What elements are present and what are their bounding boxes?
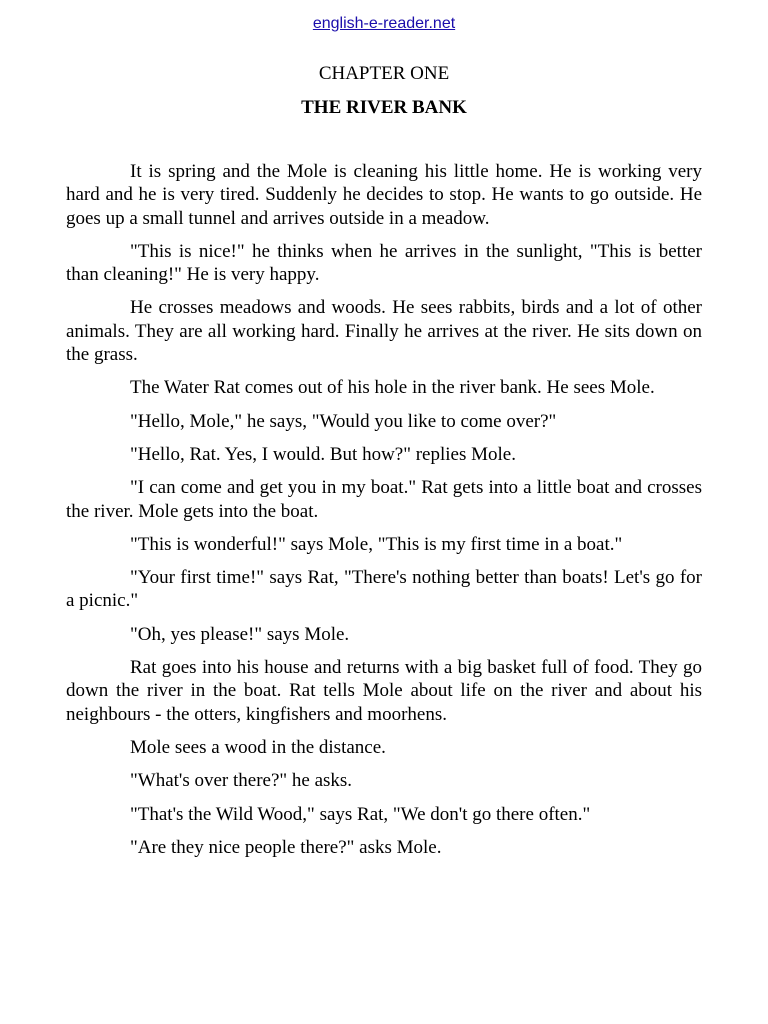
paragraph: The Water Rat comes out of his hole in the river bank. He sees Mole. bbox=[130, 377, 655, 399]
paragraph: "I can come and get you in my boat." Rat gets into a little boat and crosses the river. Mole gets into the boat. bbox=[66, 477, 702, 522]
story-text bbox=[66, 160, 702, 869]
chapter-number: CHAPTER ONE bbox=[318, 63, 450, 84]
paragraph: "Hello, Mole," he says, "Would you like to come over?" bbox=[130, 410, 557, 432]
paragraph: Rat goes into his house and returns with a big basket full of food. They go down the river in the boat. Rat tells Mole about life on the river and about his neighbours - the otters, kingfishers and moorhens. bbox=[66, 657, 702, 725]
paragraph: "That's the Wild Wood," says Rat, "We don't go there often." bbox=[130, 803, 591, 825]
paragraph: "Are they nice people there?" asks Mole. bbox=[130, 836, 442, 858]
paragraph: "Your first time!" says Rat, "There's nothing better than boats! Let's go for a picnic." bbox=[66, 567, 702, 612]
paragraph: "Oh, yes please!" says Mole. bbox=[130, 623, 350, 645]
site-link[interactable]: english-e-reader.net bbox=[312, 15, 456, 32]
paragraph: "Hello, Rat. Yes, I would. But how?" replies Mole. bbox=[130, 443, 516, 465]
paragraph: Mole sees a wood in the distance. bbox=[130, 736, 386, 758]
paragraph: It is spring and the Mole is cleaning his little home. He is working very hard and he is very tired. Suddenly he decides to stop. He wants to go outside. He goes up a small tunnel and arrives outside in a meadow. bbox=[66, 161, 702, 229]
paragraph: He crosses meadows and woods. He sees rabbits, birds and a lot of other animals. They are all working hard. Finally he arrives at the river. He sits down on the grass. bbox=[66, 297, 702, 366]
chapter-title: THE RIVER BANK bbox=[301, 97, 467, 118]
paragraph: "What's over there?" he asks. bbox=[130, 770, 353, 792]
paragraph: "This is nice!" he thinks when he arrives in the sunlight, "This is better than cleaning!" He is very happy. bbox=[66, 240, 702, 286]
paragraph: "This is wonderful!" says Mole, "This is my first time in a boat." bbox=[130, 533, 623, 555]
